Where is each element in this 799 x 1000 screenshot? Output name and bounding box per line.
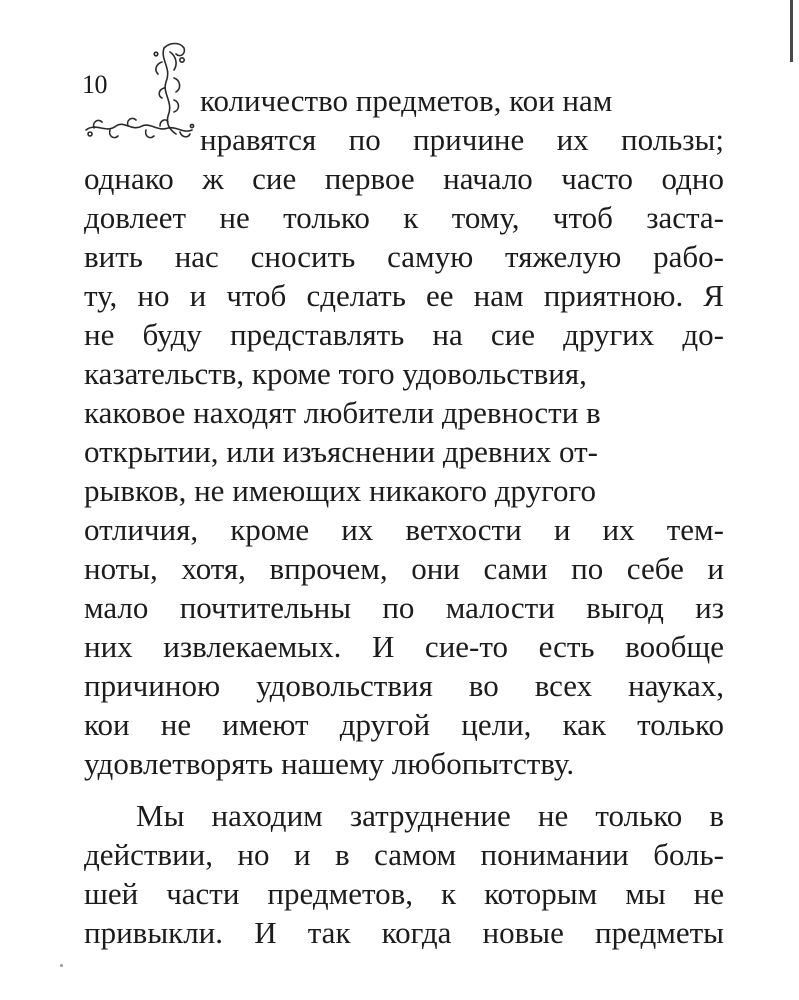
text-line: рывков, не имеющих никакого другого: [84, 473, 596, 508]
text-line: ту, но и чтоб сделать ее нам приятною. Я: [84, 278, 724, 313]
text-line: открытии, или изъяснении древних от-: [84, 434, 598, 469]
text-line: казательств, кроме того удовольствия,: [84, 356, 587, 391]
text-line: шей части предметов, к которым мы не: [84, 876, 724, 911]
text-line: удовлетворять нашему любопытству.: [84, 746, 575, 781]
page-number: 10: [82, 70, 107, 99]
text-line: мало почтительны по малости выгод из: [84, 590, 724, 625]
text-line: привыкли. И так когда новые предметы: [84, 915, 724, 950]
specks: [60, 964, 63, 967]
text-line: Мы находим затруднение не только в: [136, 798, 724, 833]
text-line: ноты, хотя, впрочем, они сами по себе и: [84, 551, 724, 586]
text-line: отличия, кроме их ветхости и их тем-: [84, 512, 724, 547]
text-line: довлеет не только к тому, чтоб заста-: [84, 200, 724, 235]
text-line: не буду представлять на сие других до-: [84, 317, 724, 352]
text-line: них извлекаемых. И сие-то есть вообще: [84, 629, 724, 664]
text-line: нравятся по причине их пользы;: [200, 122, 724, 157]
text-line: вить нас сносить самую тяжелую рабо-: [84, 239, 724, 274]
page-edge-mark: [790, 0, 793, 62]
text-line: кои не имеют другой цели, как только: [84, 707, 724, 742]
text-line: количество предметов, кои нам: [200, 83, 613, 118]
text-line: каковое находят любители древности в: [84, 395, 601, 430]
text-line: однако ж сие первое начало часто одно: [84, 161, 724, 196]
text-line: причиною удовольствия во всех науках,: [84, 668, 724, 703]
ornamental-initial: [80, 38, 195, 150]
text-line: действии, но и в самом понимании боль-: [84, 837, 724, 872]
